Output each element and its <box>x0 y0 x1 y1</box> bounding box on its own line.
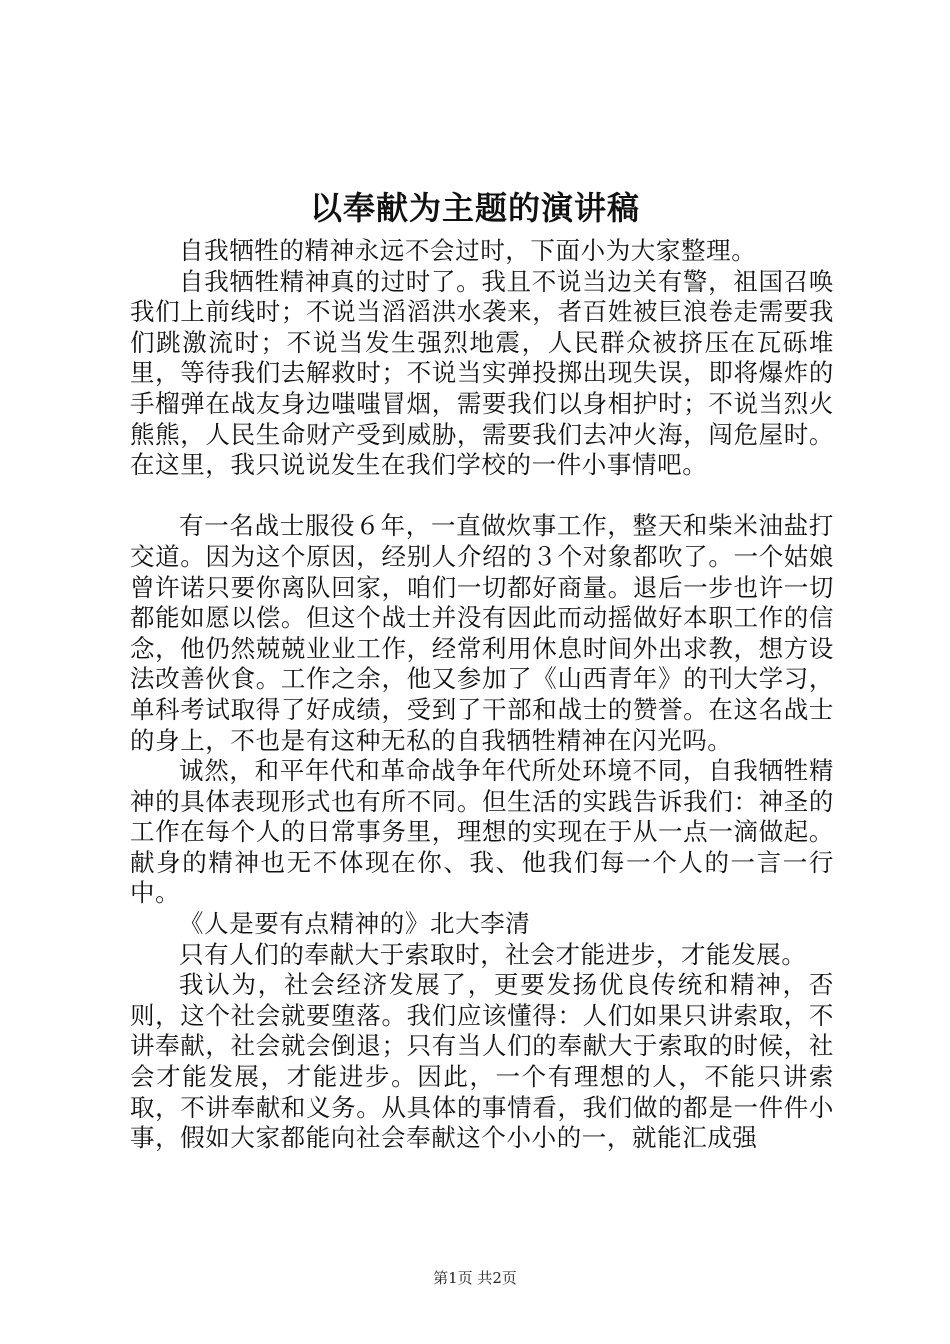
paragraph-sacrifice: 自我牺牲精神真的过时了。我且不说当边关有警，祖国召唤我们上前线时；不说当滔滔洪水袭来，者百姓被巨浪卷走需要我们跳激流时；不说当发生强烈地震，人民群众被挤压在瓦砾堆里，等待我们去解救时；不说当实弹投掷出现失误，即将爆炸的手榴弹在战友身边嗤嗤冒烟，需要我们以身相护时；不说当烈火熊熊，人民生命财产受到威胁，需要我们去冲火海，闯危屋时。在这里，我只说说发生在我们学校的一件小事情吧。 <box>130 266 834 480</box>
document-body <box>130 236 834 1154</box>
paragraph-opinion: 我认为，社会经济发展了，更要发扬优良传统和精神，否则，这个社会就要堕落。我们应该懂得：人们如果只讲索取，不讲奉献，社会就会倒退；只有当人们的奉献大于索取的时候，社会才能发展，才能进步。因此，一个有理想的人，不能只讲索取，不讲奉献和义务。从具体的事情看，我们做的都是一件件小事，假如大家都能向社会奉献这个小小的一，就能汇成强 <box>130 970 834 1153</box>
paragraph-peacetime: 诚然，和平年代和革命战争年代所处环境不同，自我牺牲精神的具体表现形式也有所不同。但生活的实践告诉我们：神圣的工作在每个人的日常事务里，理想的实现在于从一点一滴做起。献身的精神也无不体现在你、我、他我们每一个人的一言一行中。 <box>130 756 834 908</box>
paragraph-soldier-story: 有一名战士服役６年，一直做炊事工作，整天和柴米油盐打交道。因为这个原因，经别人介绍的３个对象都吹了。一个姑娘曾许诺只要你离队回家，咱们一切都好商量。退后一步也许一切都能如愿以偿。但这个战士并没有因此而动摇做好本职工作的信念，他仍然兢兢业业工作，经常利用休息时间外出求教，想方设法改善伙食。工作之余，他又参加了《山西青年》的刊大学习，单科考试取得了好成绩，受到了干部和战士的赞誉。在这名战士的身上，不也是有这种无私的自我牺牲精神在闪光吗。 <box>130 511 834 755</box>
paragraph-progress: 只有人们的奉献大于索取时，社会才能进步，才能发展。 <box>179 939 807 969</box>
paragraph-citation: 《人是要有点精神的》北大李清 <box>179 909 531 939</box>
document-title: 以奉献为主题的演讲稿 <box>309 189 640 227</box>
paragraph-intro: 自我牺牲的精神永远不会过时，下面小为大家整理。 <box>179 236 757 265</box>
page-number-footer: 第1页 共2页 <box>433 1269 517 1287</box>
